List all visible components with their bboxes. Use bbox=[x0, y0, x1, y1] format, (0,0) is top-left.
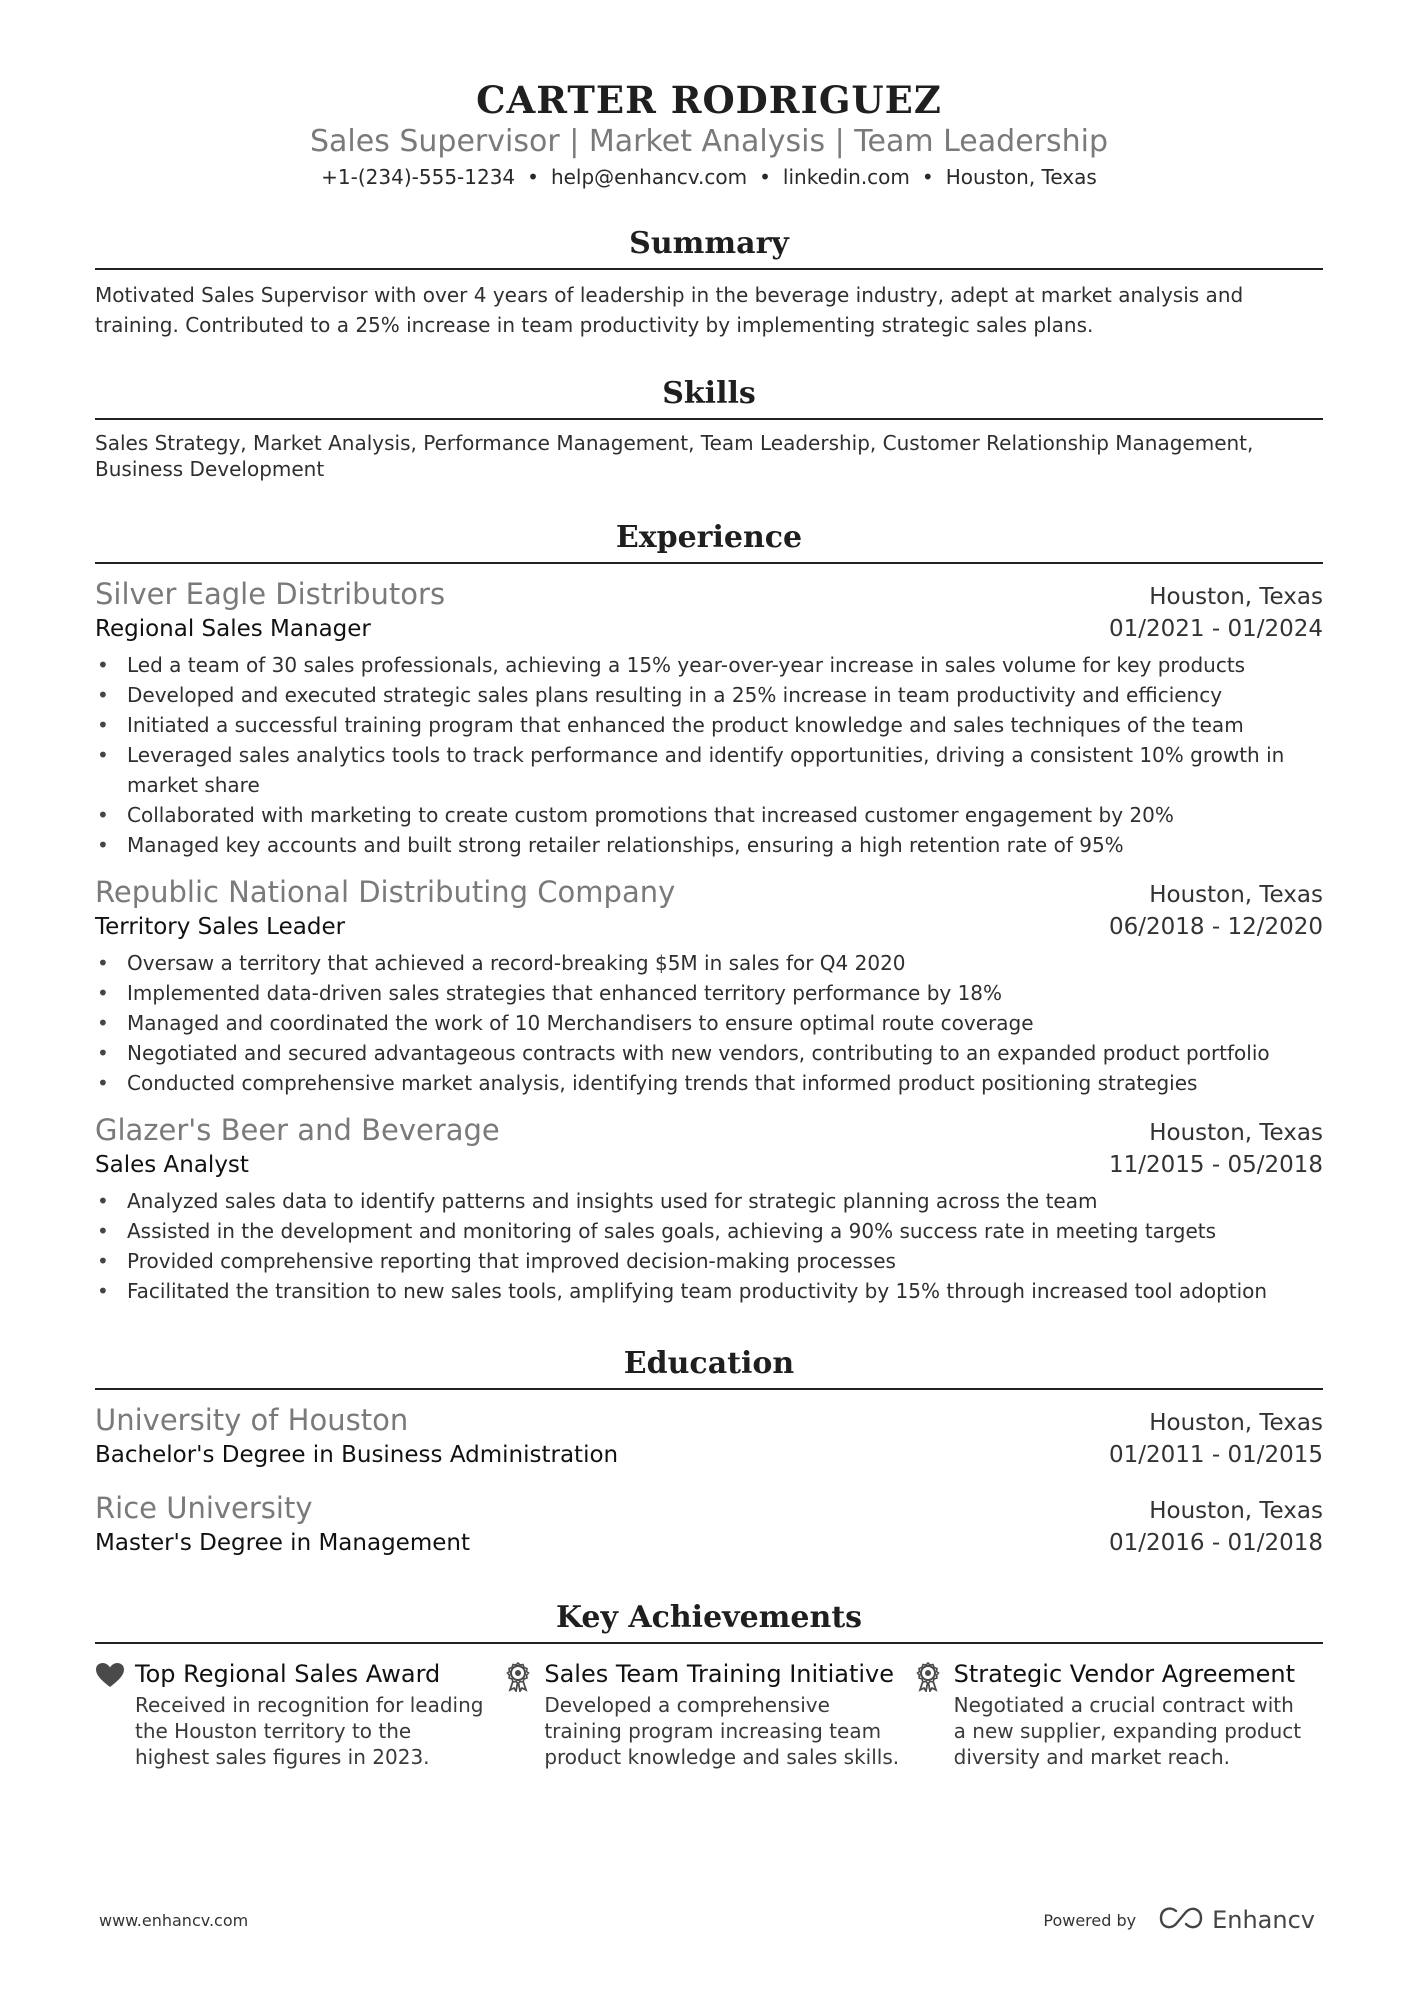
footer-branding bbox=[1043, 1906, 1315, 1934]
school-location: Houston, Texas bbox=[1149, 1410, 1323, 1436]
summary-section bbox=[95, 224, 1323, 340]
list-item: • Collaborated with marketing to create custom promotions that increased customer engagement by 20% bbox=[95, 800, 1323, 830]
job-bullets bbox=[95, 650, 1323, 860]
list-item: • Conducted comprehensive market analysis, identifying trends that informed product positioning strategies bbox=[95, 1068, 1323, 1098]
list-item: • Facilitated the transition to new sales tools, amplifying team productivity by 15% through increased tool adoption bbox=[95, 1276, 1323, 1306]
list-item: • Negotiated and secured advantageous contracts with new vendors, contributing to an expanded product portfolio bbox=[95, 1038, 1323, 1068]
achievements-section bbox=[95, 1598, 1323, 1770]
degree-name: Bachelor's Degree in Business Administration bbox=[95, 1442, 619, 1468]
experience-entry bbox=[95, 576, 1323, 860]
section-divider bbox=[95, 1642, 1323, 1644]
contact-separator: • bbox=[759, 165, 771, 189]
resume-header bbox=[95, 78, 1323, 192]
education-section bbox=[95, 1344, 1323, 1560]
section-heading-experience: Experience bbox=[615, 520, 803, 555]
candidate-headline: Sales Supervisor | Market Analysis | Team Leadership bbox=[309, 124, 1109, 159]
enhancv-logo-icon bbox=[1158, 1907, 1204, 1933]
job-bullets bbox=[95, 1186, 1323, 1306]
page-footer bbox=[99, 1906, 1315, 1934]
achievement-title: Sales Team Training Initiative bbox=[544, 1660, 895, 1688]
list-item: • Provided comprehensive reporting that improved decision-making processes bbox=[95, 1246, 1323, 1276]
list-item: • Assisted in the development and monitoring of sales goals, achieving a 90% success rate in meeting targets bbox=[95, 1216, 1323, 1246]
contact-separator: • bbox=[921, 165, 934, 189]
list-item: • Led a team of 30 sales professionals, achieving a 15% year-over-year increase in sales volume for key products bbox=[95, 650, 1323, 680]
school-name: University of Houston bbox=[95, 1403, 409, 1437]
award-ribbon-icon bbox=[504, 1658, 544, 1770]
job-role: Territory Sales Leader bbox=[95, 914, 346, 940]
list-item: • Oversaw a territory that achieved a record-breaking $5M in sales for Q4 2020 bbox=[95, 948, 1323, 978]
candidate-name: CARTER RODRIGUEZ bbox=[476, 78, 942, 122]
job-role: Regional Sales Manager bbox=[95, 616, 371, 642]
powered-by-label: Powered by bbox=[1043, 1910, 1137, 1930]
contact-linkedin[interactable]: linkedin.com bbox=[782, 165, 910, 189]
experience-entry bbox=[95, 1112, 1323, 1306]
achievement-description: Developed a comprehensive training program increasing team product knowledge and sales skills. bbox=[544, 1693, 900, 1769]
education-dates: 01/2011 - 01/2015 bbox=[1108, 1442, 1323, 1468]
footer-website-link[interactable]: www.enhancv.com bbox=[99, 1910, 249, 1930]
section-divider bbox=[95, 418, 1323, 420]
job-location: Houston, Texas bbox=[1149, 882, 1323, 908]
job-location: Houston, Texas bbox=[1149, 584, 1323, 610]
summary-text: Motivated Sales Supervisor with over 4 years of leadership in the beverage industry, adept at market analysis and training. Contributed to a 25% increase in team productivity by implementing strategic sales plans. bbox=[95, 283, 1244, 337]
list-item: • Developed and executed strategic sales plans resulting in a 25% increase in team productivity and efficiency bbox=[95, 680, 1323, 710]
section-heading-skills: Skills bbox=[662, 376, 756, 411]
experience-section bbox=[95, 518, 1323, 1306]
award-ribbon-icon bbox=[914, 1658, 954, 1770]
section-heading-achievements: Key Achievements bbox=[555, 1600, 863, 1635]
achievement-description: Negotiated a crucial contract with a new supplier, expanding product diversity and market reach. bbox=[953, 1693, 1302, 1769]
heart-icon bbox=[95, 1658, 135, 1770]
achievement-title: Strategic Vendor Agreement bbox=[953, 1660, 1296, 1688]
experience-entry bbox=[95, 874, 1323, 1098]
skills-section bbox=[95, 374, 1323, 482]
achievement-title: Top Regional Sales Award bbox=[135, 1660, 441, 1688]
job-bullets bbox=[95, 948, 1323, 1098]
job-role: Sales Analyst bbox=[95, 1152, 249, 1178]
achievement-item bbox=[504, 1658, 913, 1770]
skills-text: Sales Strategy, Market Analysis, Performance Management, Team Leadership, Customer Relationship Management, Business Development bbox=[95, 431, 1254, 481]
achievement-item bbox=[95, 1658, 504, 1770]
section-heading-education: Education bbox=[623, 1346, 795, 1381]
resume-page bbox=[95, 78, 1323, 1770]
section-divider bbox=[95, 1388, 1323, 1390]
degree-name: Master's Degree in Management bbox=[95, 1530, 470, 1556]
education-dates: 01/2016 - 01/2018 bbox=[1108, 1530, 1323, 1556]
job-location: Houston, Texas bbox=[1149, 1120, 1323, 1146]
contact-line bbox=[95, 162, 1323, 192]
section-divider bbox=[95, 268, 1323, 270]
contact-phone[interactable]: +1-(234)-555-1234 bbox=[321, 165, 516, 189]
company-name: Silver Eagle Distributors bbox=[95, 577, 446, 611]
section-heading-summary: Summary bbox=[629, 226, 789, 261]
list-item: • Analyzed sales data to identify patterns and insights used for strategic planning across the team bbox=[95, 1186, 1323, 1216]
education-entry bbox=[95, 1490, 1323, 1560]
list-item: • Leveraged sales analytics tools to track performance and identify opportunities, driving a consistent 10% growth in market share bbox=[95, 740, 1323, 800]
section-divider bbox=[95, 562, 1323, 564]
achievements-grid bbox=[95, 1658, 1323, 1770]
list-item: • Managed and coordinated the work of 10 Merchandisers to ensure optimal route coverage bbox=[95, 1008, 1323, 1038]
brand-name[interactable]: Enhancv bbox=[1212, 1906, 1315, 1934]
achievement-item bbox=[914, 1658, 1323, 1770]
company-name: Republic National Distributing Company bbox=[95, 875, 676, 909]
job-dates: 06/2018 - 12/2020 bbox=[1108, 914, 1323, 940]
list-item: • Initiated a successful training program that enhanced the product knowledge and sales techniques of the team bbox=[95, 710, 1323, 740]
contact-separator: • bbox=[527, 165, 539, 189]
company-name: Glazer's Beer and Beverage bbox=[95, 1113, 500, 1147]
list-item: • Managed key accounts and built strong retailer relationships, ensuring a high retention rate of 95% bbox=[95, 830, 1323, 860]
list-item: • Implemented data-driven sales strategies that enhanced territory performance by 18% bbox=[95, 978, 1323, 1008]
contact-email[interactable]: help@enhancv.com bbox=[550, 165, 748, 189]
job-dates: 11/2015 - 05/2018 bbox=[1108, 1152, 1323, 1178]
education-entry bbox=[95, 1402, 1323, 1472]
contact-location: Houston, Texas bbox=[945, 165, 1097, 189]
achievement-description: Received in recognition for leading the Houston territory to the highest sales figures in 2023. bbox=[135, 1693, 484, 1769]
school-name: Rice University bbox=[95, 1491, 313, 1525]
school-location: Houston, Texas bbox=[1149, 1498, 1323, 1524]
job-dates: 01/2021 - 01/2024 bbox=[1108, 616, 1323, 642]
